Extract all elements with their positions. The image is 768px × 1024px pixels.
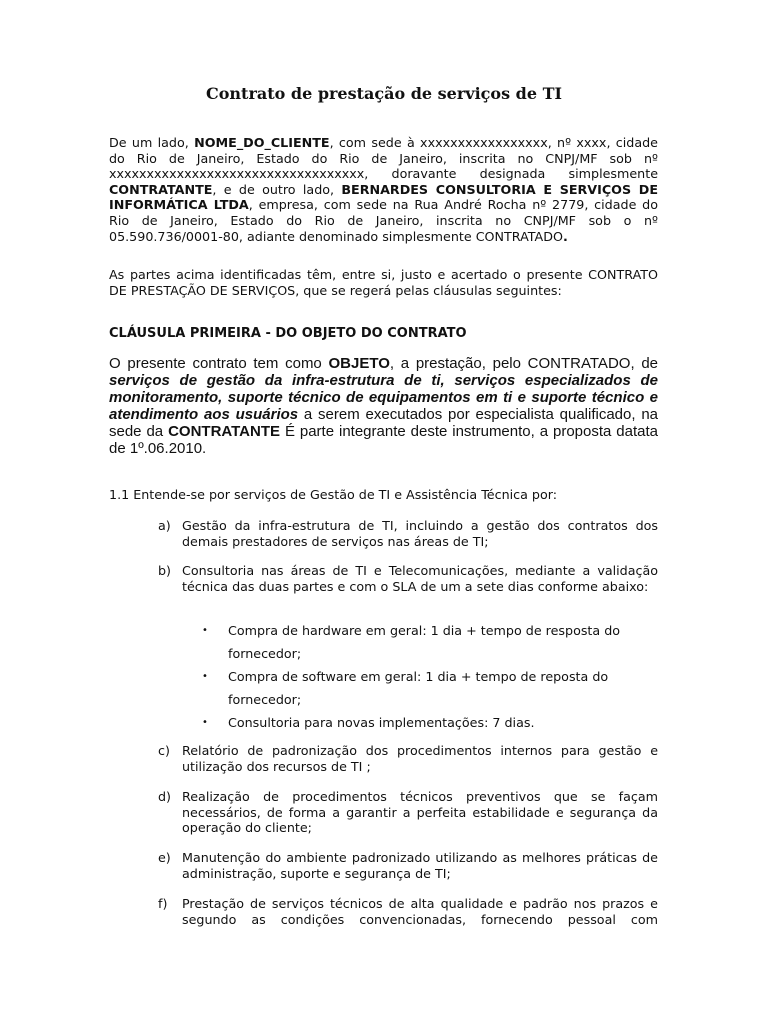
- objeto-text-4: É parte integrante deste instrumento, a proposta datata de 1º.06.2010.: [109, 423, 659, 457]
- document-title: Contrato de prestação de serviços de TI: [206, 84, 562, 103]
- list-item-text: Gestão da infra-estrutura de TI, incluindo a gestão dos contratos dos demais prestadores de serviços nas áreas de TI;: [182, 518, 658, 549]
- intro-text-2: , com sede à xxxxxxxxxxxxxxxxx, nº xxxx, cidade do Rio de Janeiro, Estado do Rio de Janeiro, inscrita no CNPJ/MF sob nº xxxxxxxxxxxxxxxxxxxxxxxxxxxxxxxxxx, doravante designada simplesmente: [109, 135, 658, 182]
- list-marker: c): [158, 743, 170, 758]
- objeto-text-1: O presente contrato tem como: [109, 355, 329, 372]
- objeto-keyword: OBJETO: [328, 355, 390, 372]
- list-marker: e): [158, 850, 171, 865]
- clause-1-heading: CLÁUSULA PRIMEIRA - DO OBJETO DO CONTRATO: [109, 326, 467, 341]
- client-name: NOME_DO_CLIENTE: [194, 135, 330, 150]
- bullet-item-hardware: [202, 619, 658, 665]
- list-item-text: Prestação de serviços técnicos de alta qualidade e padrão nos prazos e segundo as condições convencionadas, fornecendo pessoal com: [182, 896, 658, 927]
- bullet-text: Compra de hardware em geral: 1 dia + tempo de resposta do fornecedor;: [228, 623, 621, 661]
- subclause-1-1: 1.1 Entende-se por serviços de Gestão de TI e Assistência Técnica por:: [109, 487, 558, 502]
- objeto-contratante: CONTRATANTE: [168, 423, 281, 440]
- list-marker: a): [158, 518, 171, 533]
- list-item-c: [158, 743, 658, 774]
- contratante-label: CONTRATANTE: [109, 181, 213, 197]
- objeto-text-3: a serem executados por especialista qualificado, na sede da: [109, 406, 659, 440]
- list-item-text: Realização de procedimentos técnicos preventivos que se façam necessários, de forma a garantir a perfeita estabilidade e segurança da operação do cliente;: [182, 789, 658, 836]
- list-item-text: Relatório de padronização dos procedimentos internos para gestão e utilização dos recursos de TI ;: [182, 743, 658, 774]
- parties-paragraph: As partes acima identificadas têm, entre si, justo e acertado o presente CONTRATO DE PRESTAÇÃO DE SERVIÇOS, que se regerá pelas cláusulas seguintes:: [109, 267, 658, 298]
- objeto-text-2: , a prestação, pelo CONTRATADO, de: [389, 355, 659, 372]
- objeto-paragraph: [109, 355, 658, 457]
- intro-paragraph: [109, 135, 658, 244]
- intro-text-4: , empresa, com sede na Rua André Rocha nº 2779, cidade do Rio de Janeiro, Estado do Rio de Janeiro, inscrita no CNPJ/MF sob o nº 05.590.736/0001-80, adiante denominado simplesmente CONTRATADO: [109, 197, 658, 244]
- list-item-d: [158, 789, 658, 836]
- bullet-icon: •: [202, 717, 208, 728]
- services-description: serviços de gestão da infra-estrutura de ti, serviços especializados de monitoramento, suporte técnico de equipamentos em ti e suporte técnico e atendimento aos usuários: [109, 372, 658, 423]
- intro-text-5: .: [562, 228, 568, 244]
- bullet-text: Compra de software em geral: 1 dia + tempo de reposta do fornecedor;: [228, 669, 609, 707]
- bullet-icon: •: [202, 671, 208, 682]
- list-item-b: [158, 563, 658, 594]
- list-item-text: Consultoria nas áreas de TI e Telecomunicações, mediante a validação técnica das duas partes e com o SLA de um a sete dias conforme abaixo:: [182, 563, 658, 594]
- bullet-icon: •: [202, 625, 208, 636]
- list-item-a: [158, 518, 658, 549]
- list-item-e: [158, 850, 658, 881]
- list-marker: b): [158, 563, 172, 578]
- bullet-item-software: [202, 665, 658, 711]
- list-item-text: Manutenção do ambiente padronizado utilizando as melhores práticas de administração, suporte e segurança de TI;: [182, 850, 658, 881]
- intro-text-1: De um lado,: [109, 135, 195, 150]
- list-marker: d): [158, 789, 172, 804]
- list-marker: f): [158, 896, 168, 911]
- bullet-text: Consultoria para novas implementações: 7 dias.: [228, 715, 535, 730]
- bullet-item-consultoria: [202, 711, 658, 734]
- list-item-f: [158, 896, 658, 927]
- company-name: BERNARDES CONSULTORIA E SERVIÇOS DE INFORMÁTICA LTDA: [109, 181, 658, 213]
- intro-text-3: , e de outro lado,: [212, 181, 342, 197]
